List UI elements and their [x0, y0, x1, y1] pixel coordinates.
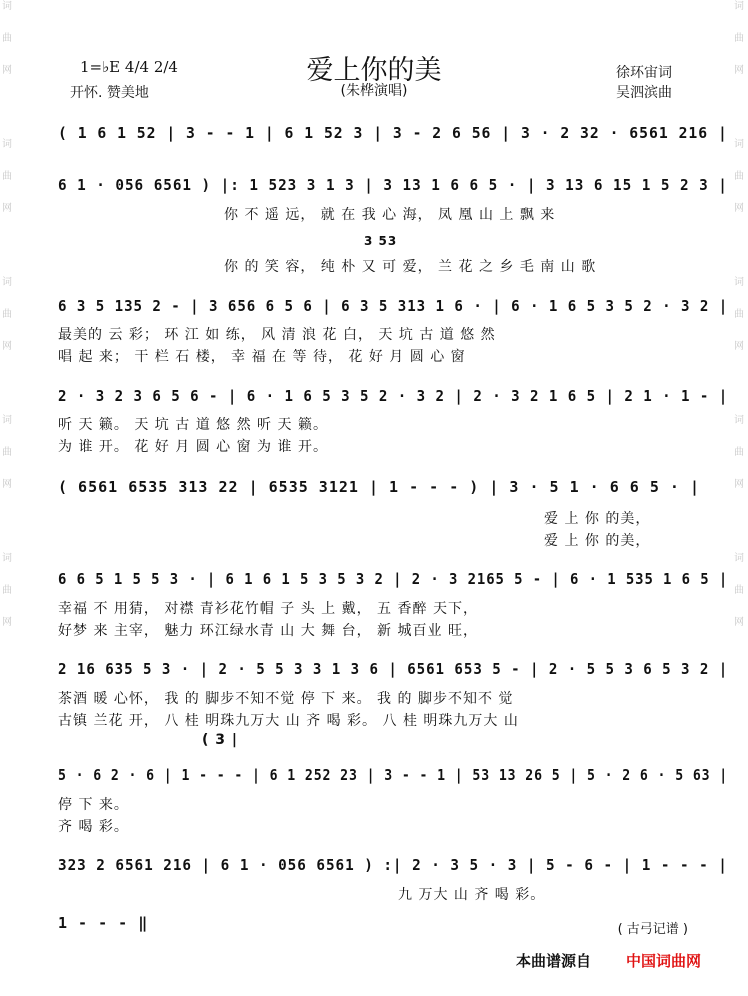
notation-row-10: 1 - - - ‖ — [58, 914, 149, 932]
notation-row-8: 5 · 6 2 · 6 | 1 - - - | 6 1 252 23 | 3 - - 1 | 53 13 26 5 | 5 · 2 6 · 5 63 | — [58, 766, 729, 784]
lyric-line: 古镇 兰花 开， 八 桂 明珠九万大 山 齐 喝 彩。 八 桂 明珠九万大 山 — [58, 713, 519, 729]
lyric-line: 爱 上 你 的美， — [544, 511, 651, 527]
lyric-line: 齐 喝 彩。 — [58, 819, 129, 835]
transcriber-note: ( 古弓记谱 ) — [617, 922, 688, 937]
source-label: 本曲谱源自 — [516, 952, 592, 970]
notation-row-2: 6 1 · 056 6561 ) |: 1 523 3 1 3 | 3 13 1 6 6 5 · | 3 13 6 15 1 5 2 3 | — [58, 176, 728, 194]
watermark-left: 词 曲 网 词 曲 网 词 曲 网 词 曲 网 词 曲 网 — [2, 1, 12, 628]
lyric-line: 爱 上 你 的美， — [544, 533, 651, 549]
watermark-right: 词 曲 网 词 曲 网 词 曲 网 词 曲 网 词 曲 网 — [734, 1, 744, 628]
key-signature: 1=♭E 4/4 2/4 — [80, 58, 178, 76]
lyric-line: 你 不 遥 远， 就 在 我 心 海， 凤 凰 山 上 飘 来 — [224, 207, 556, 223]
composer-credit: 吴泗滨曲 — [616, 85, 672, 101]
notation-row-4: 2 · 3 2 3 6 5 6 - | 6 · 1 6 5 3 5 2 · 3 2 | 2 · 3 2 1 6 5 | 2 1 · 1 - | — [58, 387, 729, 405]
notation-row-5: ( 6561 6535 313 22 | 6535 3121 | 1 - - - ) | 3 · 5 1 · 6 6 5 · | — [58, 478, 700, 496]
notation-row-1: ( 1 6 1 52 | 3 - - 1 | 6 1 52 3 | 3 - 2 6 56 | 3 · 2 32 · 6561 216 | — [58, 124, 728, 142]
lyric-line: 幸福 不 用猜， 对襟 青衫花竹帽 子 头 上 戴， 五 香醉 天下， — [58, 601, 478, 617]
lyric-line: 为 谁 开。 花 好 月 圆 心 窗 为 谁 开。 — [58, 439, 328, 455]
song-title: 爱上你的美 — [306, 55, 442, 86]
notation-row-7: 2 16 635 5 3 · | 2 · 5 5 3 3 1 3 6 | 6561 653 5 - | 2 · 5 5 3 6 5 3 2 | — [58, 660, 729, 678]
lyric-line: 唱 起 来； 干 栏 石 楼， 幸 福 在 等 待， 花 好 月 圆 心 窗 — [58, 349, 466, 365]
lyric-line: 九 万大 山 齐 喝 彩。 — [398, 887, 546, 903]
lyric-line: 最美的 云 彩； 环 江 如 练， 风 清 浪 花 白， 天 坑 古 道 悠 然 — [58, 327, 496, 343]
lyricist-credit: 徐环宙词 — [616, 65, 672, 81]
notation-row-3: 6 3 5 135 2 - | 3 656 6 5 6 | 6 3 5 313 1 6 · | 6 · 1 6 5 3 5 2 · 3 2 | — [58, 297, 729, 315]
lyric-line: 茶酒 暖 心怀， 我 的 脚步不知不觉 停 下 来。 我 的 脚步不知不 觉 — [58, 691, 514, 707]
lyric-line: 你 的 笑 容， 纯 朴 又 可 爱， 兰 花 之 乡 毛 南 山 歌 — [224, 259, 597, 275]
tempo-marking: 开怀. 赞美地 — [70, 85, 149, 101]
notation-row-6: 6 6 5 1 5 5 3 · | 6 1 6 1 5 3 5 3 2 | 2 · 3 2165 5 - | 6 · 1 535 1 6 5 | — [58, 570, 729, 588]
alt-notation: 3 53 — [364, 234, 398, 248]
lyric-line: 听 天 籁。 天 坑 古 道 悠 然 听 天 籁。 — [58, 417, 328, 433]
alt-notation: ( 3 | — [202, 732, 239, 748]
lyric-line: 停 下 来。 — [58, 797, 129, 813]
site-name-link[interactable]: 中国词曲网 — [626, 952, 702, 970]
lyric-line: 好梦 来 主宰， 魅力 环江绿水青 山 大 舞 台， 新 城百业 旺， — [58, 623, 478, 639]
singer-credit: (朱桦演唱) — [340, 83, 408, 99]
notation-row-9: 323 2 6561 216 | 6 1 · 056 6561 ) :| 2 · 3 5 · 3 | 5 - 6 - | 1 - - - | — [58, 856, 728, 874]
